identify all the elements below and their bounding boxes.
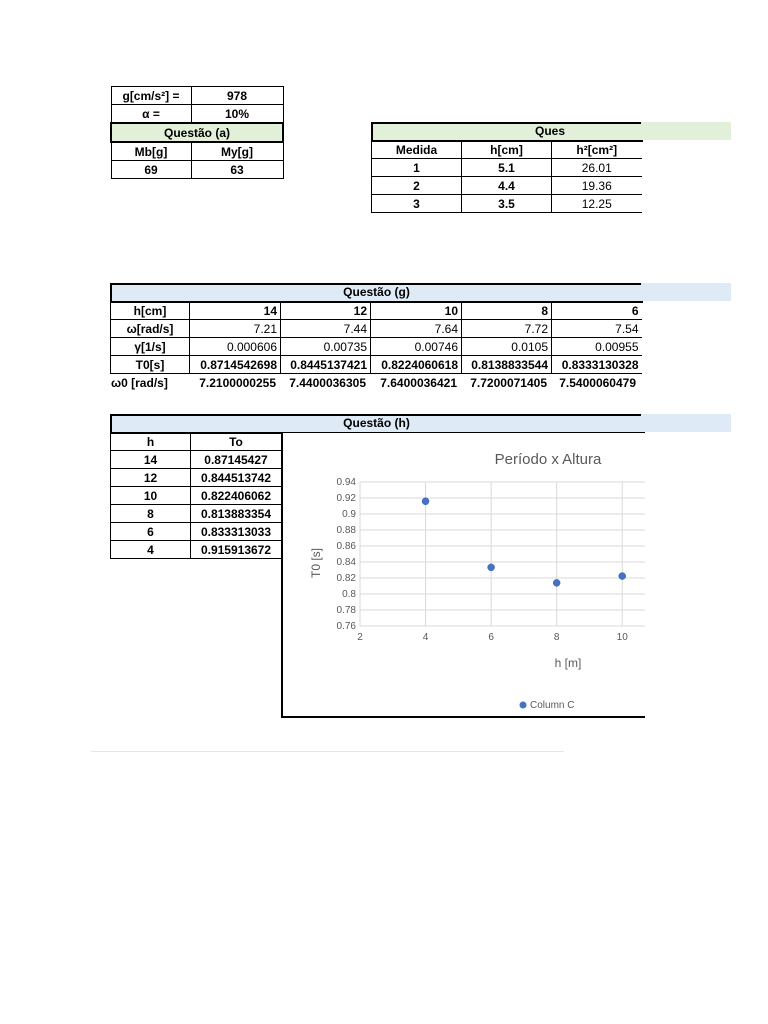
x-tick-label: 2 [357,632,363,643]
questao-g-title-bar [110,283,731,301]
to-cell[interactable]: 0.813883354 [191,505,282,523]
legend-marker [520,702,527,709]
omega0-cell[interactable]: 7.4400036305 [289,375,366,390]
to-cell[interactable]: 0.87145427 [191,451,282,469]
omega-cell[interactable]: 7.44 [281,320,371,338]
questao-g-table [110,301,642,391]
table-row [111,451,282,469]
questao-a-block [110,86,284,179]
h-cell[interactable]: 3.5 [462,195,552,213]
h-cell[interactable]: 14 [111,451,191,469]
y-tick-label: 0.9 [342,509,356,520]
to-header[interactable]: To [191,433,282,451]
x-tick-label: 6 [488,632,494,643]
y-tick-label: 0.78 [336,605,356,616]
y-tick-label: 0.94 [336,477,356,488]
omega0-cell[interactable]: 7.5400060479 [559,375,636,390]
scatter-chart[interactable] [283,433,645,716]
legend-entry: Column C [530,700,575,711]
data-point [422,498,429,505]
h2-cell[interactable]: 19.36 [552,177,642,195]
y-tick-label: 0.92 [336,493,356,504]
omega-cell[interactable]: 7.21 [190,320,281,338]
gamma-cell[interactable]: 0.00746 [371,338,462,356]
gamma-cell[interactable]: 0.0105 [462,338,552,356]
data-point [619,573,626,580]
table-row [111,505,282,523]
omega-row-label[interactable]: ω[rad/s] [111,320,190,338]
h-cell[interactable]: 6 [111,523,191,541]
omega0-cell[interactable]: 7.7200071405 [470,375,547,390]
mb-header[interactable]: Mb[g] [111,142,191,161]
h-cell[interactable]: 4.4 [462,177,552,195]
h-cell[interactable]: 5.1 [462,159,552,177]
y-tick-label: 0.8 [342,589,356,600]
y-tick-label: 0.88 [336,525,356,536]
questao-b-table [371,140,642,213]
questao-h-table [110,432,282,559]
table-row [111,356,642,374]
page-divider [91,751,564,752]
h2-cell[interactable]: 26.01 [552,159,642,177]
to-cell[interactable]: 0.833313033 [191,523,282,541]
h-cell[interactable]: 8 [111,505,191,523]
table-row [111,469,282,487]
chart-frame[interactable] [281,432,645,718]
omega-cell[interactable]: 7.54 [552,320,642,338]
h-cell[interactable]: 12 [111,469,191,487]
medida-header[interactable]: Medida [372,141,462,159]
y-axis-label: T0 [s] [309,547,323,579]
chart-points [422,498,626,587]
t0-cell[interactable]: 0.8224060618 [371,356,462,374]
medida-cell[interactable]: 1 [372,159,462,177]
t0-row-label[interactable]: T0[s] [111,356,190,374]
table-row [111,487,282,505]
h-header[interactable]: h [111,433,191,451]
x-tick-label: 10 [616,632,628,643]
data-point [488,564,495,571]
table-row [111,320,642,338]
x-tick-label: 8 [553,632,560,643]
omega-cell[interactable]: 7.72 [462,320,552,338]
omega0-cell[interactable]: 7.6400036421 [380,375,457,390]
h-cell[interactable]: 8 [462,302,552,320]
my-header[interactable]: My[g] [191,142,283,161]
h2-header[interactable]: h²[cm²] [552,141,642,159]
t0-cell[interactable]: 0.8333130328 [552,356,642,374]
questao-h-title[interactable]: Questão (h) [343,416,410,430]
gamma-row-label[interactable]: γ[1/s] [111,338,190,356]
omega0-cell[interactable]: 7.2100000255 [199,375,276,390]
table-row [108,374,639,391]
h-cell[interactable]: 10 [111,487,191,505]
medida-cell[interactable]: 2 [372,177,462,195]
h-cell[interactable]: 12 [281,302,371,320]
h-cell[interactable]: 14 [190,302,281,320]
chart-grid [360,482,645,626]
to-cell[interactable]: 0.915913672 [191,541,282,559]
questao-a-title[interactable]: Questão (a) [111,123,283,142]
to-cell[interactable]: 0.822406062 [191,487,282,505]
x-axis-label: h [m] [554,656,582,670]
y-tick-label: 0.84 [336,557,356,568]
gamma-cell[interactable]: 0.00735 [281,338,371,356]
t0-cell[interactable]: 0.8714542698 [190,356,281,374]
questao-b-title[interactable]: Ques [534,124,565,138]
omega0-row-label[interactable]: ω0 [rad/s] [111,375,168,390]
medida-cell[interactable]: 3 [372,195,462,213]
x-axis-ticks [357,632,628,643]
h2-cell[interactable]: 12.25 [552,195,642,213]
table-row [111,523,282,541]
gamma-cell[interactable]: 0.000606 [190,338,281,356]
h-cell[interactable]: 10 [371,302,462,320]
y-tick-label: 0.82 [336,573,356,584]
my-value[interactable]: 63 [191,161,283,179]
h-cm-header[interactable]: h[cm] [462,141,552,159]
table-row [111,302,642,320]
questao-b-title-bar [371,122,731,140]
data-point [553,579,560,586]
alpha-value[interactable]: 10% [191,105,283,124]
g-value[interactable]: 978 [191,87,283,105]
questao-h-title-bar [110,414,731,432]
y-axis-ticks [337,477,357,632]
h-cell[interactable]: 6 [552,302,642,320]
table-row [111,338,642,356]
x-tick-label: 4 [422,632,429,643]
to-cell[interactable]: 0.844513742 [191,469,282,487]
g-label[interactable]: g[cm/s²] = [111,87,191,105]
y-tick-label: 0.86 [336,541,356,552]
chart-title: Período x Altura [494,451,602,468]
mb-value[interactable]: 69 [111,161,191,179]
alpha-label[interactable]: α = [111,105,191,124]
gamma-cell[interactable]: 0.00955 [552,338,642,356]
table-row [111,541,282,559]
y-tick-label: 0.76 [336,621,356,632]
t0-cell[interactable]: 0.8445137421 [281,356,371,374]
omega-cell[interactable]: 7.64 [371,320,462,338]
t0-cell[interactable]: 0.8138833544 [462,356,552,374]
h-row-label[interactable]: h[cm] [111,302,190,320]
h-cell[interactable]: 4 [111,541,191,559]
questao-g-title[interactable]: Questão (g) [343,285,410,299]
